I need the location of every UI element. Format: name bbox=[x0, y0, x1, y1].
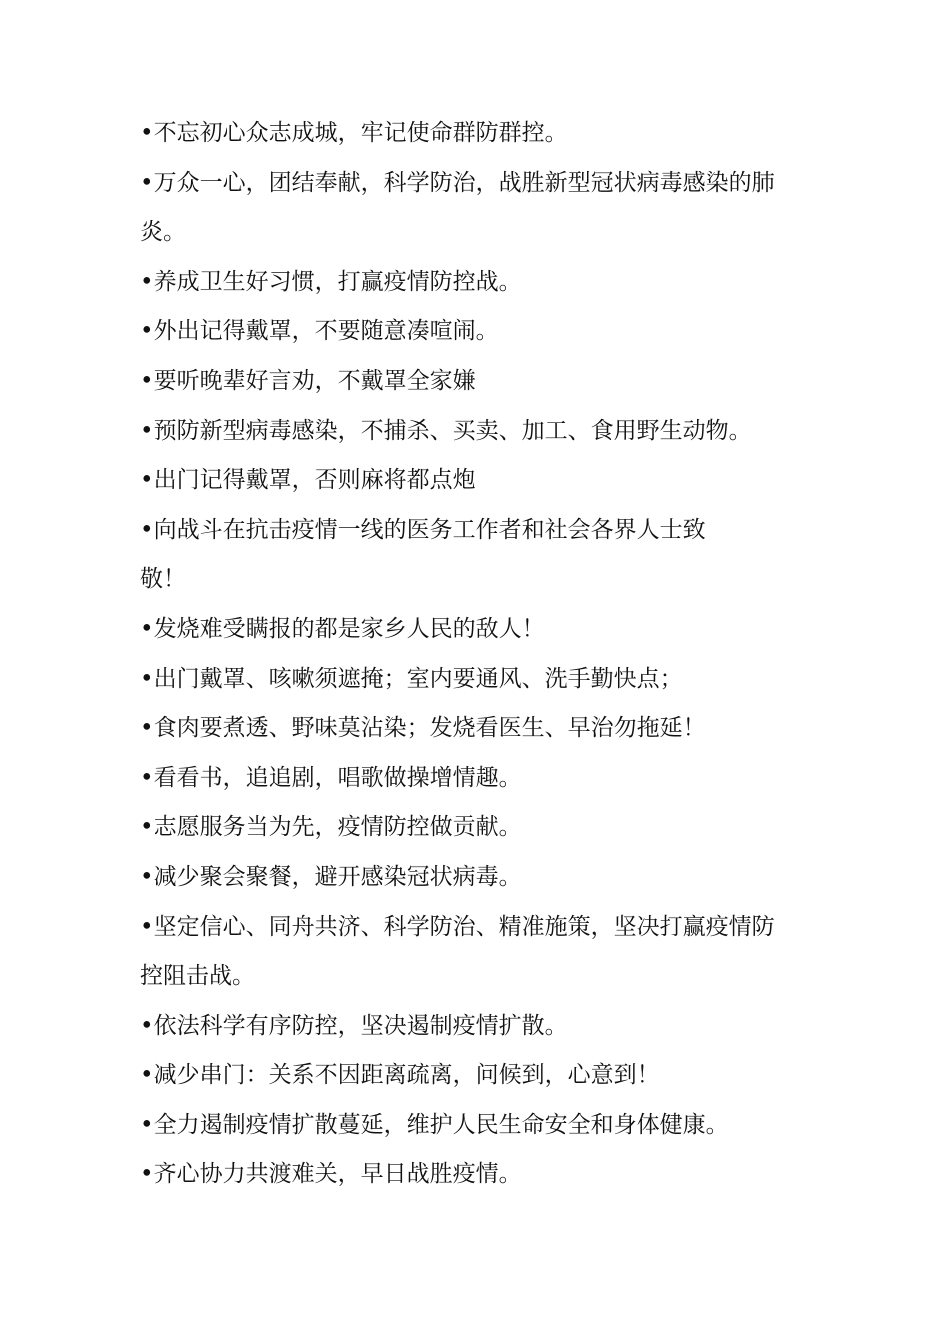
slogan-line: •出门记得戴罩，否则麻将都点炮 bbox=[140, 467, 476, 494]
slogan-line: 炎。 bbox=[140, 219, 186, 246]
slogan-line: •万众一心，团结奉献，科学防治，战胜新型冠状病毒感染的肺 bbox=[140, 169, 775, 196]
slogan-line: •减少串门：关系不因距离疏离，问候到，心意到！ bbox=[140, 1062, 660, 1089]
slogan-line: •全力遏制疫情扩散蔓延，维护人民生命安全和身体健康。 bbox=[140, 1111, 729, 1138]
slogan-line: •发烧难受瞒报的都是家乡人民的敌人！ bbox=[140, 615, 545, 642]
slogan-line: 敬！ bbox=[140, 566, 186, 593]
slogan-line: •志愿服务当为先，疫情防控做贡献。 bbox=[140, 814, 522, 841]
slogan-line: •看看书，追追剧，唱歌做操增情趣。 bbox=[140, 764, 522, 791]
slogan-line: 控阻击战。 bbox=[140, 963, 255, 990]
slogan-line: •不忘初心众志成城，牢记使命群防群控。 bbox=[140, 120, 568, 146]
slogan-line: •向战斗在抗击疫情一线的医务工作者和社会各界人士致 bbox=[140, 516, 706, 543]
slogan-line: •依法科学有序防控，坚决遏制疫情扩散。 bbox=[140, 1012, 568, 1039]
slogan-line: •减少聚会聚餐，避开感染冠状病毒。 bbox=[140, 863, 522, 890]
slogan-line: •坚定信心、同舟共济、科学防治、精准施策，坚决打赢疫情防 bbox=[140, 913, 775, 940]
slogan-list bbox=[140, 109, 820, 1200]
slogan-line: •养成卫生好习惯，打赢疫情防控战。 bbox=[140, 268, 522, 295]
slogan-line: •齐心协力共渡难关，早日战胜疫情。 bbox=[140, 1161, 522, 1188]
slogan-line: •食肉要煮透、野味莫沾染；发烧看医生、早治勿拖延！ bbox=[140, 715, 706, 742]
slogan-line: •外出记得戴罩，不要随意凑喧闹。 bbox=[140, 318, 499, 345]
slogan-line: •预防新型病毒感染，不捕杀、买卖、加工、食用野生动物。 bbox=[140, 417, 752, 444]
slogan-line: •出门戴罩、咳嗽须遮掩；室内要通风、洗手勤快点； bbox=[140, 665, 683, 692]
slogan-line: •要听晚辈好言劝，不戴罩全家嫌 bbox=[140, 367, 476, 394]
